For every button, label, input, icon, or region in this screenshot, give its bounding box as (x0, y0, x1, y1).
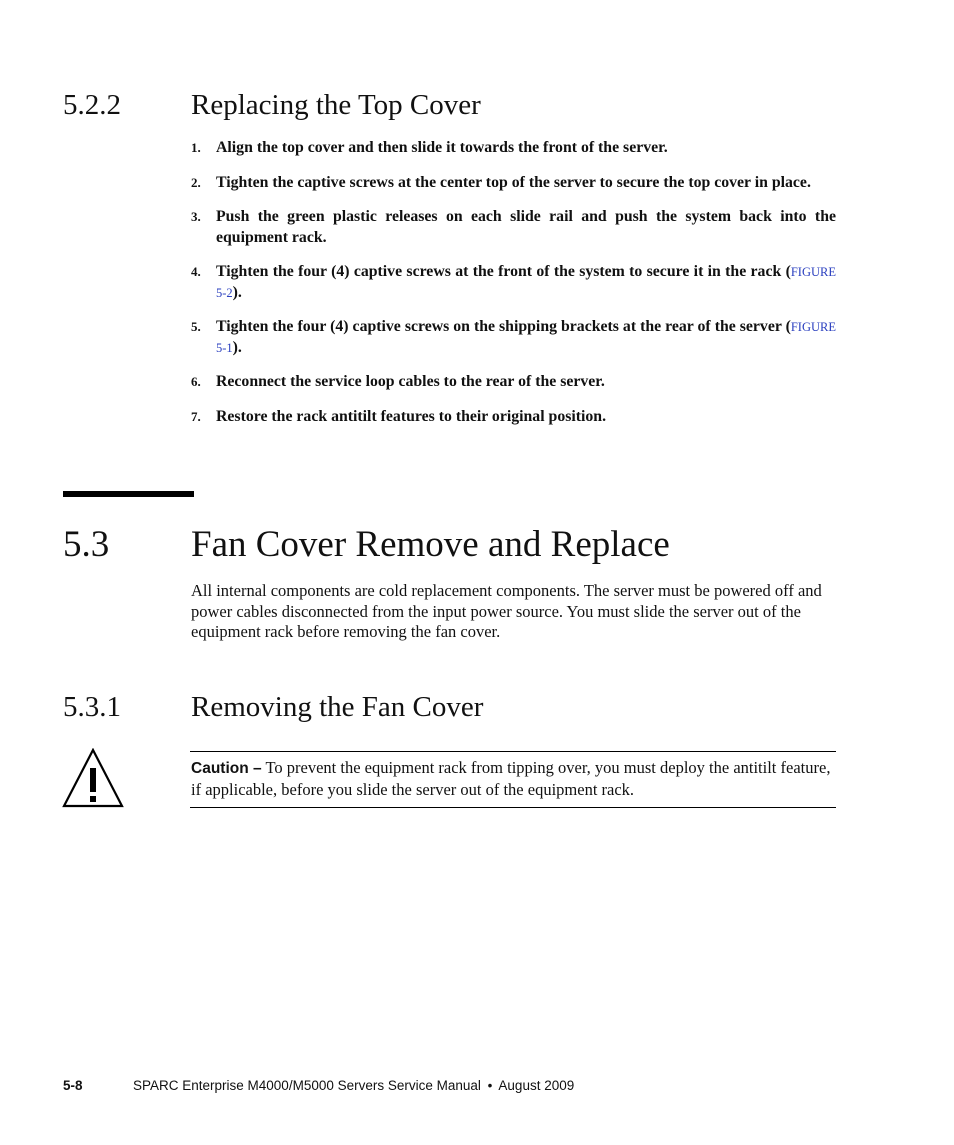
section-title: Fan Cover Remove and Replace (191, 524, 670, 565)
list-item (191, 372, 836, 393)
section-number: 5.2.2 (63, 89, 121, 121)
step-number: 7. (191, 408, 201, 424)
step-number: 2. (191, 174, 201, 190)
step-number: 4. (191, 264, 201, 279)
step-number: 5. (191, 319, 201, 334)
footer-page-number: 5-8 (63, 1078, 83, 1093)
footer-separator: • (487, 1078, 493, 1093)
figure-5-1-link[interactable]: FIGURE 5-1 (216, 320, 836, 355)
step-text-end: ). (232, 338, 242, 356)
section-divider (63, 491, 194, 497)
step-text: Tighten the four (4) captive screws on the shipping brackets at the rear of the server ( (216, 318, 791, 335)
step-number: 3. (191, 209, 201, 224)
step-text-end: ). (232, 283, 242, 301)
step-list (191, 138, 836, 441)
figure-5-2-link[interactable]: FIGURE 5-2 (216, 265, 836, 300)
caution-text (191, 758, 831, 800)
caution-body: To prevent the equipment rack from tipping over, you must deploy the antitilt feature, if applicable, before you slide the server out of the equipment rack. (191, 758, 831, 799)
list-item (191, 262, 836, 303)
step-text: Tighten the four (4) captive screws at the front of the system to secure it in the rack ( (216, 263, 791, 280)
list-item (191, 138, 836, 159)
step-text: Push the green plastic releases on each slide rail and push the system back into the equipment rack. (216, 208, 836, 246)
section-number: 5.3 (63, 524, 110, 565)
step-text: Reconnect the service loop cables to the rear of the server. (216, 373, 605, 390)
footer-manual-title: SPARC Enterprise M4000/M5000 Servers Service Manual (133, 1078, 481, 1093)
section-number: 5.3.1 (63, 691, 121, 723)
section-title: Removing the Fan Cover (191, 691, 484, 723)
step-number: 1. (191, 140, 201, 155)
footer-title (133, 1078, 574, 1094)
step-text: Restore the rack antitilt features to their original position. (216, 407, 607, 425)
list-item (191, 317, 836, 358)
list-item (191, 407, 836, 428)
footer-date: August 2009 (498, 1078, 575, 1093)
caution-label: Caution – (191, 760, 262, 777)
section-title: Replacing the Top Cover (191, 89, 481, 121)
step-text: Tighten the captive screws at the center top of the server to secure the top cover in place. (216, 173, 811, 191)
list-item (191, 207, 836, 248)
step-number: 6. (191, 374, 201, 389)
caution-box (190, 751, 836, 808)
step-text: Align the top cover and then slide it towards the front of the server. (216, 139, 668, 156)
list-item (191, 173, 836, 194)
warning-triangle-icon (62, 748, 124, 808)
intro-paragraph: All internal components are cold replacement components. The server must be powered off and power cables disconnected from the input power source. You must slide the server out of the equipment rack before removing the fan cover. (191, 581, 822, 641)
